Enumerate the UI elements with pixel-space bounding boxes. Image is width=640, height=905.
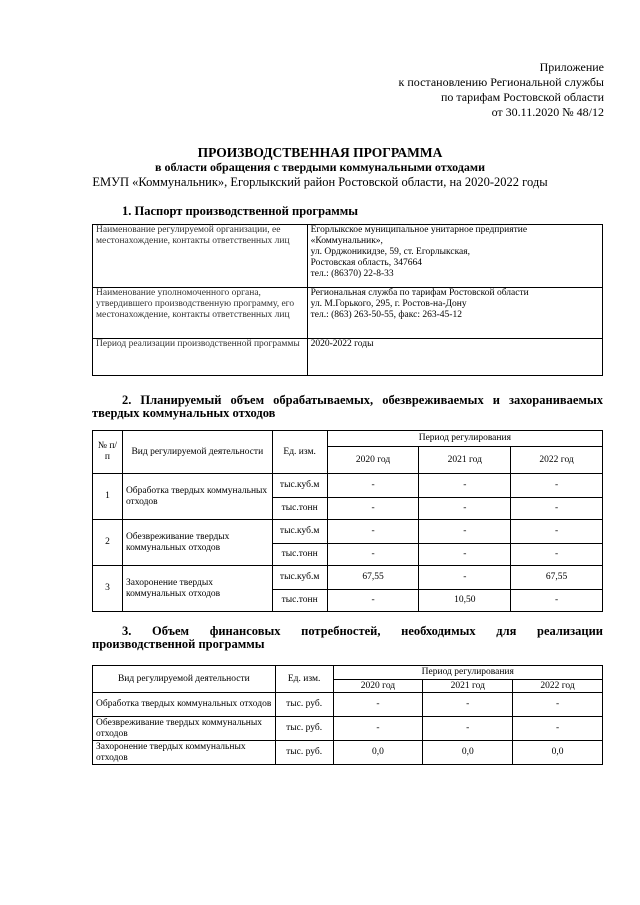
cell-value: - [511,498,603,520]
table-row [93,566,603,590]
volume-table [92,430,603,612]
passport-value [307,339,602,376]
value-line: ул. М.Горького, 295, г. Ростов-на-Дону [310,299,467,309]
row-unit: тыс. руб. [275,717,333,741]
annex-line: к постановлению Региональной службы [398,75,604,89]
cell-value: - [327,544,419,566]
annex-line: Приложение [539,60,604,74]
col-period-header: Период регулирования [327,431,602,447]
row-activity: Обезвреживание твердых коммунальных отходов [122,520,272,566]
value-line: Региональная служба по тарифам Ростовской области [310,288,529,298]
cell-value: - [513,717,603,741]
cell-value: 0,0 [423,741,513,765]
row-unit: тыс.тонн [272,498,327,520]
value-line: тел.: (86370) 22-8-33 [310,269,394,279]
row-unit: тыс. руб. [275,693,333,717]
passport-value [307,225,602,288]
value-line: ул. Орджоникидзе, 59, ст. Егорлыкская, [310,247,471,257]
year-header: 2022 год [511,447,603,474]
cell-value: - [511,590,603,612]
row-activity: Обработка твердых коммунальных отходов [93,693,276,717]
col-period-header: Период регулирования [333,666,602,680]
table-row [93,717,603,741]
cell-value: - [419,498,511,520]
section-1-heading: 1. Паспорт производственной программы [122,204,359,218]
row-unit: тыс.тонн [272,590,327,612]
year-header: 2020 год [327,447,419,474]
cell-value: - [419,566,511,590]
row-num: 2 [93,520,123,566]
section-2-heading-cont: твердых коммунальных отходов [92,406,276,420]
col-unit-header: Ед. изм. [272,431,327,474]
cell-value: 0,0 [513,741,603,765]
cell-value: 67,55 [327,566,419,590]
passport-table [92,224,603,376]
value-line: 2020-2022 годы [310,339,374,349]
table-row [93,288,603,339]
annex-line: от 30.11.2020 № 48/12 [491,105,604,119]
row-num: 1 [93,474,123,520]
passport-label: Наименование уполномоченного органа, утвердившего производственную программу, его местонахождение, контакты ответственных лиц [93,288,308,339]
col-unit-header: Ед. изм. [275,666,333,693]
row-activity: Захоронение твердых коммунальных отходов [122,566,272,612]
table-row [93,225,603,288]
table-row [93,693,603,717]
col-activity-header: Вид регулируемой деятельности [122,431,272,474]
row-num: 3 [93,566,123,612]
cell-value: - [511,474,603,498]
table-row [93,741,603,765]
cell-value: - [423,693,513,717]
value-line: Ростовская область, 347664 [310,258,422,268]
row-unit: тыс. руб. [275,741,333,765]
cell-value: 10,50 [419,590,511,612]
cell-value: 67,55 [511,566,603,590]
row-activity: Обезвреживание твердых коммунальных отходов [93,717,276,741]
financial-table [92,665,603,765]
cell-value: - [419,544,511,566]
year-header: 2021 год [419,447,511,474]
cell-value: - [423,717,513,741]
document-subtitle: в области обращения с твердыми коммунальными отходами [154,160,485,174]
cell-value: - [419,474,511,498]
table-header-row [93,666,603,680]
year-header: 2022 год [513,680,603,693]
section-3-heading: 3. Объем финансовых потребностей, необходимых для реализации [122,624,603,638]
cell-value: - [513,693,603,717]
document-organization: ЕМУП «Коммунальник», Егорлыкский район Ростовской области, на 2020-2022 годы [92,175,548,189]
value-line: Егорлыкское муниципальное унитарное предприятие [310,225,528,235]
table-header-row [93,431,603,447]
section-3-heading-cont: производственной программы [92,637,265,651]
section-2-heading: 2. Планируемый объем обрабатываемых, обезвреживаемых и захораниваемых [122,393,603,407]
cell-value: - [327,474,419,498]
passport-label: Период реализации производственной программы [93,339,308,376]
annex-block [399,60,604,120]
document-title: ПРОИЗВОДСТВЕННАЯ ПРОГРАММА [197,145,443,160]
cell-value: - [327,520,419,544]
table-row [93,474,603,498]
cell-value: - [333,693,423,717]
table-row [93,339,603,376]
passport-label: Наименование регулируемой организации, ее местонахождение, контакты ответственных лиц [93,225,308,288]
cell-value: - [419,520,511,544]
annex-line: по тарифам Ростовской области [440,90,604,104]
passport-value [307,288,602,339]
year-header: 2020 год [333,680,423,693]
cell-value: 0,0 [333,741,423,765]
value-line: «Коммунальник», [310,236,383,246]
cell-value: - [327,498,419,520]
cell-value: - [327,590,419,612]
col-num-header: № п/п [93,431,123,474]
row-unit: тыс.куб.м [272,474,327,498]
row-unit: тыс.куб.м [272,566,327,590]
row-activity: Обработка твердых коммунальных отходов [122,474,272,520]
cell-value: - [511,520,603,544]
row-unit: тыс.куб.м [272,520,327,544]
row-unit: тыс.тонн [272,544,327,566]
table-row [93,520,603,544]
value-line: тел.: (863) 263-50-55, факс: 263-45-12 [310,310,462,320]
col-activity-header: Вид регулируемой деятельности [93,666,276,693]
year-header: 2021 год [423,680,513,693]
row-activity: Захоронение твердых коммунальных отходов [93,741,276,765]
cell-value: - [333,717,423,741]
cell-value: - [511,544,603,566]
